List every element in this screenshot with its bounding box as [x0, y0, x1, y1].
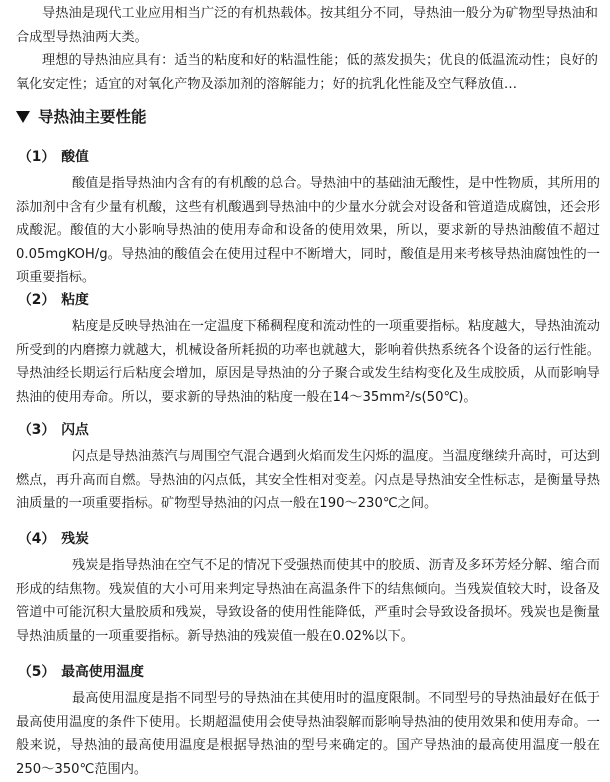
subheading-title: 粘度	[61, 292, 89, 308]
subheading-title: 闪点	[61, 422, 89, 438]
subheading-number: （4）	[18, 531, 56, 547]
acid-value-text: 酸值是指导热油内含有的有机酸的总合。导热油中的基础油无酸性，是中性物质，其所用的添加剂中含有少量有机酸，这些有机酸遇到导热油中的少量水分就会对设备和管道造成腐蚀，还会形成酸泥。酸值的大小影响导热油的使用寿命和设备的使用效果，所以，要求新的导热油酸值不超过0.05mgKOH/g。导热油的酸值会在使用过程中不断增大，同时，酸值是用来考核导热油腐蚀性的一项重要指标。	[16, 176, 600, 285]
subheading-number: （5）	[18, 664, 56, 680]
subheading-acid-value	[18, 147, 89, 167]
intro-paragraph-1: 导热油是现代工业应用相当广泛的有机热载体。按其组分不同，导热油一般分为矿物型导热油和合成型导热油两大类。	[16, 6, 598, 45]
section-heading	[16, 106, 147, 128]
subheading-number: （1）	[18, 149, 56, 165]
intro-paragraph-2: 理想的导热油应具有：适当的粘度和好的粘温性能；低的蒸发损失；优良的低温流动性；良好的氧化安定性；适宜的对氧化产物及添加剂的溶解能力；好的抗乳化性能及空气释放值…	[16, 53, 598, 92]
subheading-title: 残炭	[61, 531, 89, 547]
viscosity-text: 粘度是反映导热油在一定温度下稀稠程度和流动性的一项重要指标。粘度越大，导热油流动所受到的内磨擦力就越大，机械设备所耗损的功率也就越大，影响着供热系统各个设备的运行性能。导热油经长期运行后粘度会增加，原因是导热油的分子聚合或发生结构变化及生成胶质，从而影响导热油的使用寿命。所以，要求新的导热油的粘度一般在14～35mm²/s(50℃)。	[16, 319, 600, 405]
section-title: 导热油主要性能	[38, 108, 147, 126]
flash-point-text: 闪点是导热油蒸汽与周围空气混合遇到火焰而发生闪烁的温度。当温度继续升高时，可达到燃点，再升高而自燃。导热油的闪点低，其安全性相对变差。闪点是导热油安全性标志，是衡量导热油质量的一项重要指标。矿物型导热油的闪点一般在190～230℃之间。	[16, 449, 600, 511]
subheading-carbon-residue	[18, 529, 89, 549]
subheading-viscosity	[18, 290, 89, 310]
subheading-flash-point	[18, 420, 89, 440]
subheading-title: 最高使用温度	[61, 664, 144, 680]
triangle-bullet-icon	[16, 111, 30, 123]
subheading-number: （2）	[18, 292, 56, 308]
subheading-number: （3）	[18, 422, 56, 438]
carbon-residue-text: 残炭是指导热油在空气不足的情况下受强热而使其中的胶质、沥青及多环芳烃分解、缩合而形成的结焦物。残炭值的大小可用来判定导热油在高温条件下的结焦倾向。当残炭值较大时，设备及管道中可能沉积大量胶质和残炭，导致设备的使用性能降低，严重时会导致设备损坏。残炭也是衡量导热油质量的一项重要指标。新导热油的残炭值一般在0.02%以下。	[16, 558, 600, 644]
max-temperature-text: 最高使用温度是指不同型号的导热油在其使用时的温度限制。不同型号的导热油最好在低于最高使用温度的条件下使用。长期超温使用会使导热油裂解而影响导热油的使用效果和使用寿命。一般来说，导热油的最高使用温度是根据导热油的型号来确定的。国产导热油的最高使用温度一般在250～350℃范围内。	[16, 691, 600, 777]
subheading-title: 酸值	[61, 149, 89, 165]
subheading-max-temperature	[18, 662, 144, 682]
